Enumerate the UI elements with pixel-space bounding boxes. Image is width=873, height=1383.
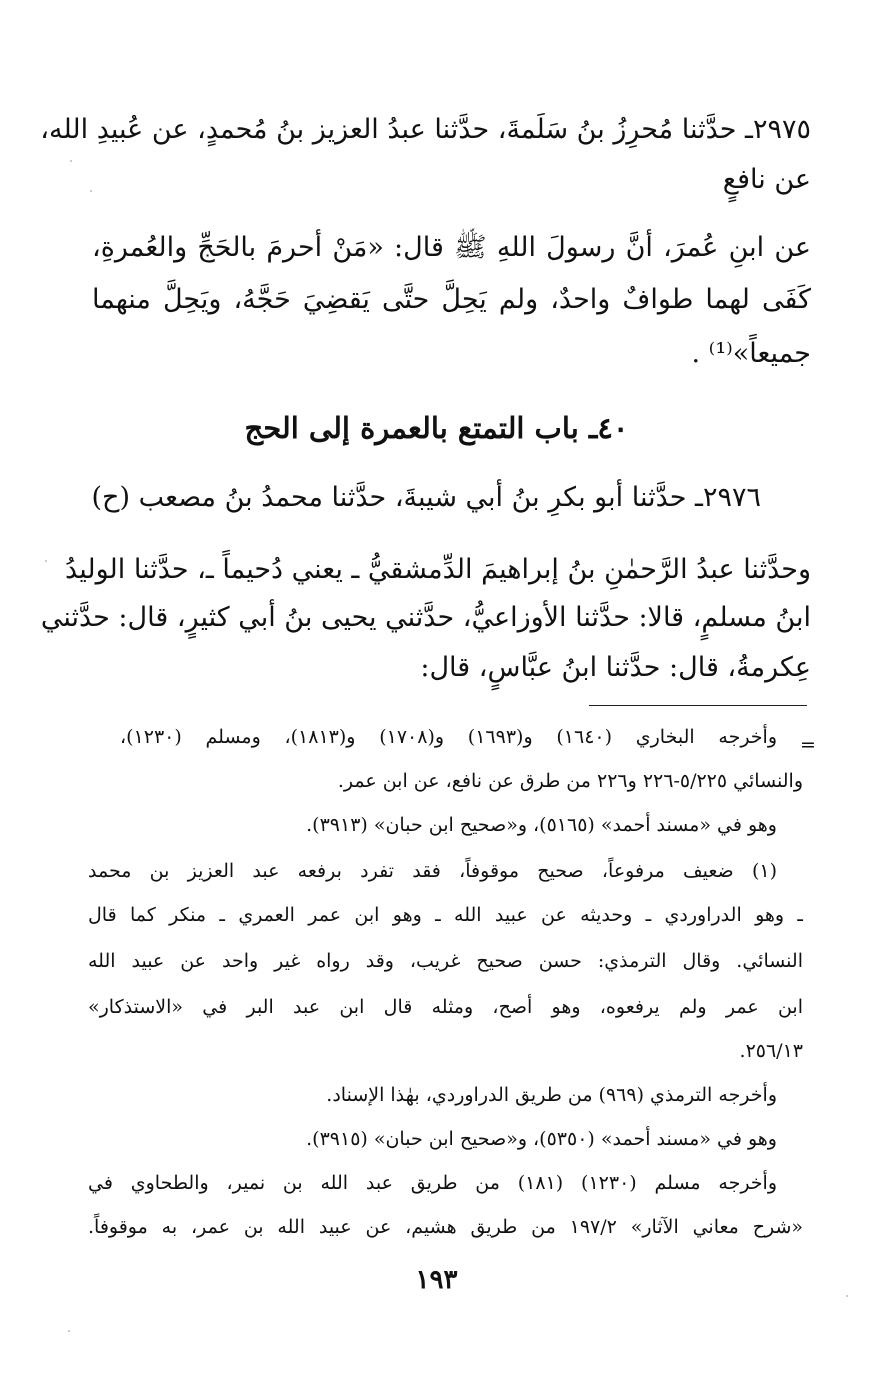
footnote-line-1: وأخرجه البخاري (١٦٤٠) و(١٦٩٣) و(١٧٠٨) و(١٨١٣)، ومسلم (١٢٣٠)،	[120, 726, 778, 748]
footnote-line-3: وهو في «مسند أحمد» (٥١٦٥)، و«صحيح ابن حبان» (٣٩١٣).	[306, 814, 777, 836]
hadith-2975-line-1: ٢٩٧٥ـ حدَّثنا مُحرِزُ بنُ سَلَمةَ، حدَّثنا عبدُ العزيز بنُ مُحمدٍ، عن عُبيدِ الله،	[40, 114, 811, 145]
hadith-2975-line-2: عن نافعٍ	[722, 164, 811, 195]
page-number: ١٩٣	[415, 1265, 458, 1295]
chapter-heading: ٤٠ـ باب التمتع بالعمرة إلى الحج	[244, 411, 629, 445]
scan-speck	[70, 160, 72, 162]
scan-speck	[846, 1295, 848, 1297]
hadith-2975-line-4: كَفَى لهما طوافٌ واحدٌ، ولم يَحِلَّ حتَّى يَقضِيَ حَجَّهُ، ويَحِلَّ منهما	[92, 284, 811, 315]
footnote-line-6: النسائي. وقال الترمذي: حسن صحيح غريب، وقد رواه غير واحد عن عبيد الله	[88, 950, 803, 972]
hadith-2976-line-2: وحدَّثنا عبدُ الرَّحمٰنِ بنُ إبراهيمَ الدِّمشقيُّ ـ يعني دُحيماً ـ، حدَّثنا الوليدُ	[65, 554, 811, 585]
hadith-2975-line-3: عن ابنِ عُمرَ، أنَّ رسولَ اللهِ ﷺ قال: «مَنْ أحرمَ بالحَجِّ والعُمرةِ،	[92, 232, 811, 263]
continuation-marker: =	[800, 734, 816, 756]
scan-speck	[68, 1330, 70, 1332]
hadith-2976-line-3: ابنُ مسلمٍ، قالا: حدَّثنا الأوزاعيُّ، حدَّثني يحيى بنُ أبي كثيرٍ، قال: حدَّثني	[40, 602, 811, 633]
hadith-2976-line-1: ٢٩٧٦ـ حدَّثنا أبو بكرِ بنُ أبي شيبةَ، حدَّثنا محمدُ بنُ مصعب (ح)	[91, 482, 761, 513]
footnote-line-7: ابن عمر ولم يرفعوه، وهو أصح، ومثله قال ابن عبد البر في «الاستذكار»	[88, 996, 803, 1018]
scan-speck	[90, 190, 92, 192]
footnote-line-10: وهو في «مسند أحمد» (٥٣٥٠)، و«صحيح ابن حبان» (٣٩١٥).	[306, 1128, 777, 1150]
scan-speck	[45, 560, 47, 562]
footnote-line-2: والنسائي ٥/٢٢٥-٢٢٦ و٢٢٦ من طرق عن نافع، عن ابن عمر.	[337, 770, 803, 792]
hadith-2975-line-5: جميعاً»⁽¹⁾ .	[691, 338, 811, 369]
footnote-line-8: ٢٥٦/١٣.	[739, 1040, 803, 1062]
footnote-line-9: وأخرجه الترمذي (٩٦٩) من طريق الدراوردي، بهٰذا الإسناد.	[326, 1084, 777, 1106]
hadith-2976-line-4: عِكرمةُ، قال: حدَّثنا ابنُ عبَّاسٍ، قال:	[420, 652, 811, 683]
footnote-line-5: ـ وهو الدراوردي ـ وحديثه عن عبيد الله ـ وهو ابن عمر العمري ـ منكر كما قال	[88, 904, 803, 926]
footnote-line-12: «شرح معاني الآثار» ١٩٧/٢ من طريق هشيم، عن عبيد الله بن عمر، به موقوفاً.	[88, 1216, 803, 1238]
footnote-line-11: وأخرجه مسلم (١٢٣٠) (١٨١) من طريق عبد الله بن نمير، والطحاوي في	[88, 1172, 778, 1194]
footnote-line-4: (١) ضعيف مرفوعاً، صحيح موقوفاً، فقد تفرد برفعه عبد العزيز بن محمد	[88, 860, 777, 882]
footnote-divider	[589, 705, 807, 706]
